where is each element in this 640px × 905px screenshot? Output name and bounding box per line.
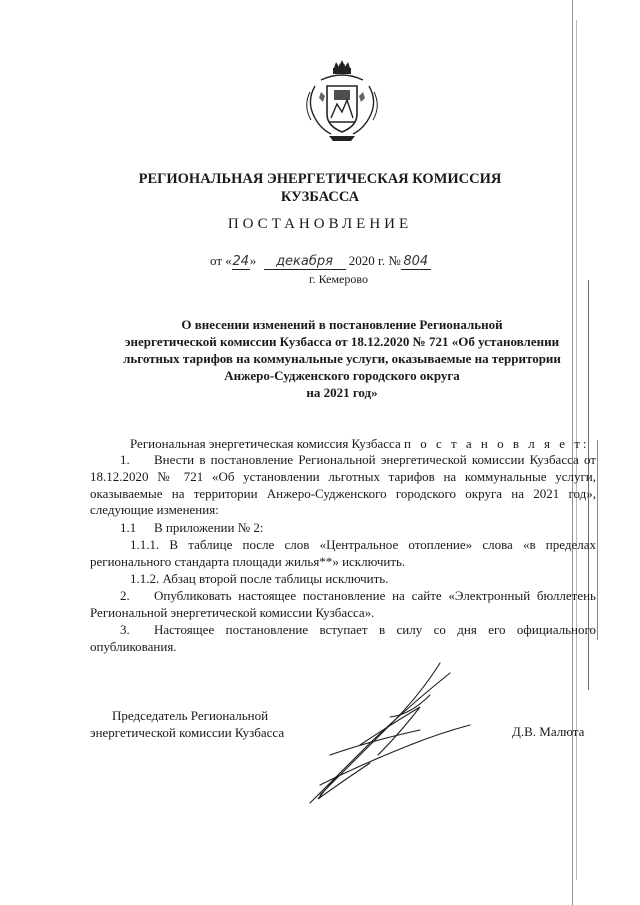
item-1-1-number: 1.1	[120, 520, 137, 535]
item-2-text: Опубликовать настоящее постановление на сайте «Электронный бюллетень Региональной энергетической комиссии Кузбасса».	[90, 588, 596, 620]
subject-line5: на 2021 год»	[306, 385, 378, 400]
organization-title	[120, 170, 520, 206]
intro-paragraph	[90, 435, 596, 452]
item-1-1-text: В приложении № 2:	[154, 520, 264, 535]
signatory-name: Д.В. Малюта	[512, 724, 585, 739]
date-year: 2020 г. №	[348, 253, 401, 268]
date-line	[210, 253, 510, 273]
signatory-position	[90, 707, 284, 741]
intro-verb: п о с т а н о в л я е т:	[403, 436, 590, 451]
org-title-line1: РЕГИОНАЛЬНАЯ ЭНЕРГЕТИЧЕСКАЯ КОМИССИЯ	[138, 171, 502, 187]
date-prefix: от «	[210, 253, 232, 268]
position-line2: энергетической комиссии Кузбасса	[90, 725, 285, 740]
intro-prefix: Региональная энергетическая комиссия Кузбасса	[130, 436, 401, 451]
item-2	[90, 588, 596, 622]
item-1-1-1-text: 1.1.1. В таблице после слов «Центральное отопление» слова «в пределах регионального стандарта площади жилья**» исключить.	[90, 537, 596, 569]
item-1-1-2	[90, 571, 596, 588]
item-1-1	[90, 520, 596, 537]
item-1-number: 1.	[120, 452, 130, 467]
item-1	[90, 452, 596, 519]
subject-line2: энергетической комиссии Кузбасса от 18.12.2020 № 721 «Об установлении	[124, 334, 560, 349]
handwritten-signature	[300, 655, 490, 805]
item-1-1-2-text: 1.1.2. Абзац второй после таблицы исключить.	[130, 571, 389, 586]
date-mid: »	[249, 253, 257, 268]
item-1-1-1	[90, 537, 596, 571]
org-title-line2: КУЗБАССА	[280, 189, 360, 205]
date-month: декабря	[264, 255, 346, 270]
document-number: 804	[401, 255, 431, 270]
city: г. Кемерово	[309, 272, 368, 286]
scan-artifact-line	[597, 440, 598, 640]
item-3-number: 3.	[120, 622, 130, 637]
item-1-text: Внести в постановление Региональной энергетической комиссии Кузбасса от 18.12.2020 № 721 «Об установлении льготных тарифов на коммунальные услуги, оказываемые на территории Анжеро-Судженского городского округа на 2021 год», следующие изменения:	[90, 452, 596, 518]
document-subject	[86, 316, 598, 401]
item-3-text: Настоящее постановление вступает в силу со дня его официального опубликования.	[90, 622, 596, 654]
item-3	[90, 622, 596, 656]
subject-line3: льготных тарифов на коммунальные услуги, оказываемые на территории	[123, 351, 561, 366]
subject-line1: О внесении изменений в постановление Региональной	[181, 317, 503, 332]
item-2-number: 2.	[120, 588, 130, 603]
coat-of-arms-icon	[301, 56, 383, 142]
subject-line4: Анжеро-Судженского городского округа	[224, 368, 460, 383]
date-day: 24	[232, 254, 250, 269]
position-line1: Председатель Региональной	[112, 708, 269, 723]
document-type: ПОСТАНОВЛЕНИЕ	[227, 216, 413, 232]
